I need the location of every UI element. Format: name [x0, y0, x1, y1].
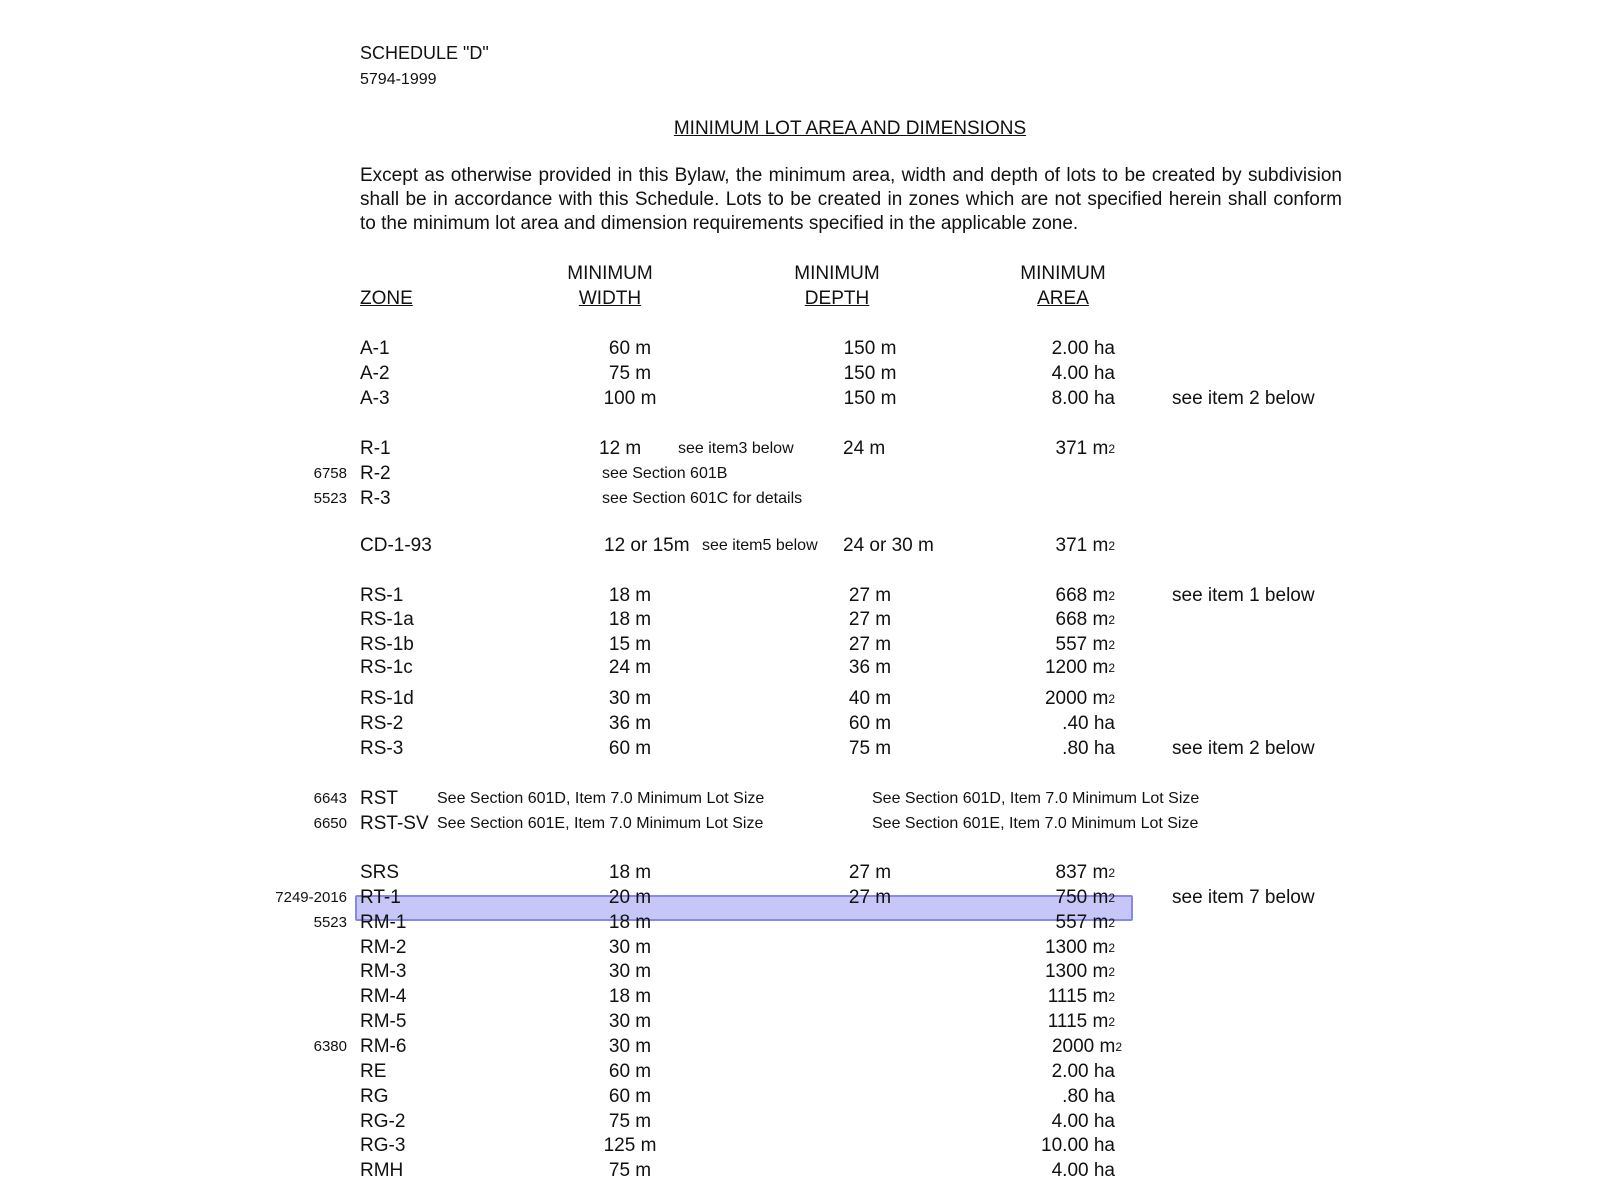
- table-row: [0, 812, 1600, 836]
- width-cell: 12 or 15m: [604, 535, 690, 556]
- table-row: [0, 656, 1600, 680]
- schedule-label: SCHEDULE "D": [360, 43, 489, 63]
- zone-cell: RS-1d: [360, 688, 414, 709]
- area-cell: 1200 $m^2$: [1044, 657, 1115, 678]
- table-row: [0, 787, 1600, 811]
- area-cell: 2000 $m^2$: [1044, 688, 1115, 709]
- zone-cell: RS-1b: [360, 634, 414, 655]
- row-note: see item 1 below: [1172, 585, 1315, 606]
- depth-header-bottom: DEPTH: [804, 288, 870, 309]
- area-cell: 4.00 ha: [1051, 1160, 1115, 1181]
- zone-cell: RS-1a: [360, 609, 414, 630]
- area-header-top: MINIMUM: [1020, 263, 1106, 284]
- depth-cell: 150 m: [843, 338, 897, 359]
- width-cell: 18 m: [608, 862, 652, 883]
- section-reference-width: See Section 601E, Item 7.0 Minimum Lot Size: [437, 815, 764, 832]
- depth-cell: 40 m: [848, 688, 892, 709]
- area-cell: .80 ha: [1062, 738, 1115, 759]
- zone-cell: RG-2: [360, 1111, 406, 1132]
- zone-cell: RM-5: [360, 1011, 407, 1032]
- table-row: [0, 362, 1600, 386]
- zone-cell: A-2: [360, 363, 390, 384]
- depth-cell: 60 m: [848, 713, 892, 734]
- section-reference: see Section 601C for details: [602, 490, 803, 507]
- table-row: [0, 633, 1600, 657]
- bylaw-number: 5794-1999: [360, 71, 437, 88]
- width-cell: 75 m: [608, 1160, 652, 1181]
- zone-cell: RS-1: [360, 585, 404, 606]
- area-cell: 371 $m^2$: [1055, 535, 1115, 556]
- zone-cell: RM-3: [360, 961, 407, 982]
- table-row: [0, 387, 1600, 411]
- table-row: [0, 1060, 1600, 1084]
- area-unit-superscript: 2: [1108, 941, 1115, 955]
- area-cell: .40 ha: [1062, 713, 1115, 734]
- zone-cell: R-1: [360, 438, 391, 459]
- width-cell: 24 m: [608, 657, 652, 678]
- section-reference: see Section 601B: [602, 465, 728, 482]
- zone-cell: RMH: [360, 1160, 404, 1181]
- zone-cell: RS-1c: [360, 657, 413, 678]
- width-cell: 60 m: [608, 338, 652, 359]
- area-cell: 1300 $m^2$: [1044, 961, 1115, 982]
- section-reference-area: See Section 601D, Item 7.0 Minimum Lot Size: [872, 790, 1200, 807]
- width-cell: 18 m: [608, 585, 652, 606]
- area-cell: 371 $m^2$: [1055, 438, 1115, 459]
- width-cell: 18 m: [608, 912, 652, 933]
- depth-cell: 36 m: [848, 657, 892, 678]
- zone-cell: RST: [360, 788, 398, 809]
- depth-cell: 150 m: [843, 388, 897, 409]
- amendment-number: 5523: [313, 914, 347, 931]
- depth-cell: 150 m: [843, 363, 897, 384]
- zone-column-header: [360, 286, 413, 311]
- depth-cell: 27 m: [848, 609, 892, 630]
- depth-cell: 24 m: [843, 438, 886, 459]
- amendment-number: 5523: [313, 490, 347, 507]
- table-row: [0, 534, 1600, 558]
- area-unit-superscript: 2: [1108, 692, 1115, 706]
- depth-cell: 27 m: [848, 862, 892, 883]
- area-unit-superscript: 2: [1108, 891, 1115, 905]
- area-unit-superscript: 2: [1108, 965, 1115, 979]
- area-cell: 4.00 ha: [1051, 363, 1115, 384]
- zone-cell: RST-SV: [360, 813, 429, 834]
- width-header-bottom: WIDTH: [578, 288, 642, 309]
- area-cell: 8.00 ha: [1051, 388, 1115, 409]
- section-reference-area: See Section 601E, Item 7.0 Minimum Lot Size: [872, 815, 1199, 832]
- amendment-number: 6650: [313, 815, 347, 832]
- table-row: [0, 911, 1600, 935]
- width-header-top: MINIMUM: [567, 263, 653, 284]
- table-row: [0, 487, 1600, 511]
- depth-cell: 27 m: [848, 634, 892, 655]
- width-cell: 30 m: [608, 688, 652, 709]
- area-cell: 1115 $m^2$: [1047, 1011, 1115, 1032]
- depth-cell: 27 m: [848, 887, 892, 908]
- area-cell: .80 ha: [1062, 1086, 1115, 1107]
- table-row: [0, 608, 1600, 632]
- width-cell: 60 m: [608, 1061, 652, 1082]
- zone-cell: RT-1: [360, 887, 401, 908]
- amendment-number: 6758: [313, 465, 347, 482]
- area-unit-superscript: 2: [1108, 1015, 1115, 1029]
- table-row: [0, 886, 1600, 910]
- zone-cell: RE: [360, 1061, 387, 1082]
- zone-cell: RS-3: [360, 738, 404, 759]
- table-row: [0, 1110, 1600, 1134]
- depth-cell: 27 m: [848, 585, 892, 606]
- zone-header-label: ZONE: [360, 288, 413, 309]
- area-unit-superscript: 2: [1108, 589, 1115, 603]
- table-row: [0, 712, 1600, 736]
- table-row: [0, 985, 1600, 1009]
- width-cell: 12 m: [599, 438, 642, 459]
- width-cell: 30 m: [608, 1011, 652, 1032]
- area-unit-superscript: 2: [1108, 539, 1115, 553]
- width-cell: 125 m: [603, 1135, 657, 1156]
- width-cell: 30 m: [608, 937, 652, 958]
- area-cell: 2.00 ha: [1051, 338, 1115, 359]
- width-cell: 60 m: [608, 1086, 652, 1107]
- area-unit-superscript: 2: [1108, 661, 1115, 675]
- width-note: see item5 below: [702, 537, 818, 554]
- zone-cell: A-1: [360, 338, 390, 359]
- amendment-number: 6380: [313, 1038, 347, 1055]
- table-row: [0, 584, 1600, 608]
- table-row: [0, 337, 1600, 361]
- table-row: [0, 1134, 1600, 1158]
- intro-paragraph: Except as otherwise provided in this Bylaw, the minimum area, width and depth of lots to be created by subdivision shall be in accordance with this Schedule. Lots to be created in zones which are not specified herein shall conform to the minimum lot area and dimension requirements specified in the applicable zone.: [360, 165, 1342, 234]
- zone-cell: CD-1-93: [360, 535, 432, 556]
- area-cell: 1300 $m^2$: [1044, 937, 1115, 958]
- area-cell: 750 $m^2$: [1055, 887, 1115, 908]
- area-unit-superscript: 2: [1108, 613, 1115, 627]
- area-cell: 557 $m^2$: [1055, 634, 1115, 655]
- depth-cell: 24 or 30 m: [843, 535, 934, 556]
- table-row: [0, 462, 1600, 486]
- table-row: [0, 737, 1600, 761]
- depth-cell: 75 m: [848, 738, 892, 759]
- zone-cell: SRS: [360, 862, 400, 883]
- zone-cell: RM-1: [360, 912, 407, 933]
- width-cell: 36 m: [608, 713, 652, 734]
- zone-cell: RG-3: [360, 1135, 406, 1156]
- amendment-number: 6643: [313, 790, 347, 807]
- depth-header-top: MINIMUM: [794, 263, 880, 284]
- table-row: [0, 687, 1600, 711]
- area-cell: 668 $m^2$: [1055, 585, 1115, 606]
- width-cell: 15 m: [608, 634, 652, 655]
- width-note: see item3 below: [678, 440, 794, 457]
- area-header-bottom: AREA: [1037, 288, 1089, 309]
- width-cell: 75 m: [608, 1111, 652, 1132]
- area-cell: 668 $m^2$: [1055, 609, 1115, 630]
- table-row: [0, 960, 1600, 984]
- width-cell: 20 m: [608, 887, 652, 908]
- amendment-number: 7249-2016: [275, 889, 347, 906]
- area-unit-superscript: 2: [1108, 442, 1115, 456]
- area-unit-superscript: 2: [1108, 866, 1115, 880]
- area-unit-superscript: 2: [1108, 916, 1115, 930]
- table-row: [0, 437, 1600, 461]
- table-row: [0, 936, 1600, 960]
- table-row: [0, 1085, 1600, 1109]
- zone-cell: RM-4: [360, 986, 407, 1007]
- zone-cell: RM-6: [360, 1036, 407, 1057]
- width-cell: 30 m: [608, 961, 652, 982]
- row-note: see item 2 below: [1172, 738, 1315, 759]
- area-column-header: [998, 261, 1128, 311]
- width-cell: 100 m: [603, 388, 657, 409]
- area-unit-superscript: 2: [1115, 1040, 1122, 1054]
- zone-cell: R-3: [360, 488, 391, 509]
- row-note: see item 2 below: [1172, 388, 1315, 409]
- table-row: [0, 1159, 1600, 1183]
- zone-cell: A-3: [360, 388, 390, 409]
- width-cell: 60 m: [608, 738, 652, 759]
- table-row: [0, 861, 1600, 885]
- area-cell: 10.00 ha: [1041, 1135, 1115, 1156]
- area-cell: 557 $m^2$: [1055, 912, 1115, 933]
- area-cell: 2.00 ha: [1051, 1061, 1115, 1082]
- section-reference-width: See Section 601D, Item 7.0 Minimum Lot Size: [437, 790, 765, 807]
- area-cell: 2000 $m^2$: [1051, 1036, 1122, 1057]
- area-cell: 1115 $m^2$: [1047, 986, 1115, 1007]
- area-unit-superscript: 2: [1108, 638, 1115, 652]
- width-cell: 18 m: [608, 986, 652, 1007]
- depth-column-header: [772, 261, 902, 311]
- zone-cell: RG: [360, 1086, 389, 1107]
- page-title: MINIMUM LOT AREA AND DIMENSIONS: [673, 118, 1027, 139]
- width-column-header: [545, 261, 675, 311]
- area-unit-superscript: 2: [1108, 990, 1115, 1004]
- zone-cell: RM-2: [360, 937, 407, 958]
- area-cell: 4.00 ha: [1051, 1111, 1115, 1132]
- table-row: [0, 1035, 1600, 1059]
- zone-cell: R-2: [360, 463, 391, 484]
- width-cell: 30 m: [608, 1036, 652, 1057]
- width-cell: 75 m: [608, 363, 652, 384]
- table-row: [0, 1010, 1600, 1034]
- zone-cell: RS-2: [360, 713, 404, 734]
- area-cell: 837 $m^2$: [1055, 862, 1115, 883]
- width-cell: 18 m: [608, 609, 652, 630]
- row-note: see item 7 below: [1172, 887, 1315, 908]
